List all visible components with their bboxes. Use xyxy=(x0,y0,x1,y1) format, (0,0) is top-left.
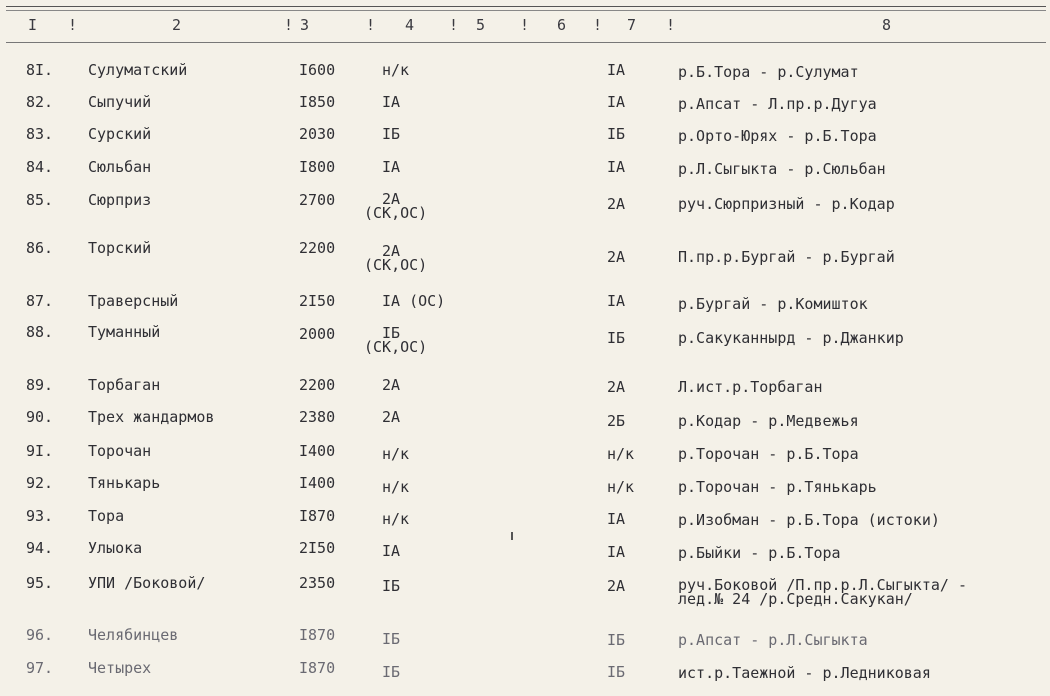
route-description: р.Орто-Юрях - р.Б.Тора xyxy=(678,127,877,145)
pass-height: 2380 xyxy=(299,408,336,426)
header-rule-top-inner xyxy=(6,10,1046,11)
category-col-7: IБ xyxy=(607,631,626,649)
pass-name: Улыока xyxy=(88,539,143,557)
category-col-4: н/к xyxy=(382,61,410,79)
category-col-7: IБ xyxy=(607,125,626,143)
category-col-7: IA xyxy=(607,93,626,111)
row-number: 87. xyxy=(26,292,54,310)
route-description: р.Изобман - р.Б.Тора (истоки) xyxy=(678,511,940,529)
header-col-5: 5 xyxy=(476,16,486,34)
category-col-4: IБ xyxy=(382,663,401,681)
header-separator: ! xyxy=(666,16,676,34)
pass-height: I850 xyxy=(299,93,336,111)
header-col-3: 3 xyxy=(300,16,310,34)
pass-name: Четырех xyxy=(88,659,152,677)
row-number: 82. xyxy=(26,93,54,111)
category-note: (CK,OC) xyxy=(364,338,428,356)
category-col-7: 2A xyxy=(607,378,626,396)
category-value: 2A xyxy=(382,190,401,208)
row-number: 89. xyxy=(26,376,54,394)
row-number: 83. xyxy=(26,125,54,143)
route-description: р.Л.Сыгыкта - р.Сюльбан xyxy=(678,160,886,178)
category-col-7: 2A xyxy=(607,577,626,595)
row-number: 94. xyxy=(26,539,54,557)
row-number: 9I. xyxy=(26,442,54,460)
route-description: Л.ист.р.Торбаган xyxy=(678,378,823,396)
header-rule-top xyxy=(6,6,1046,7)
pass-name: Торский xyxy=(88,239,152,257)
category-col-4: IБ xyxy=(382,630,401,648)
header-col-6: 6 xyxy=(557,16,567,34)
pass-height: 2000 xyxy=(299,325,336,343)
pass-height: 2I50 xyxy=(299,292,336,310)
category-col-7: 2Б xyxy=(607,412,626,430)
header-col-4: 4 xyxy=(405,16,415,34)
header-separator: ! xyxy=(520,16,530,34)
category-col-4: 2A xyxy=(382,408,401,426)
row-number: 95. xyxy=(26,574,54,592)
header-rule-bottom xyxy=(6,42,1046,43)
row-number: 96. xyxy=(26,626,54,644)
category-col-4 xyxy=(364,242,428,274)
category-col-7: н/к xyxy=(607,478,635,496)
category-col-4: IA xyxy=(382,158,401,176)
row-number: 90. xyxy=(26,408,54,426)
category-col-4: IБ xyxy=(382,125,401,143)
pass-height: 2030 xyxy=(299,125,336,143)
category-value: 2A xyxy=(382,242,401,260)
route-description: р.Бургай - р.Комишток xyxy=(678,295,868,313)
category-col-4: IA xyxy=(382,93,401,111)
route-description xyxy=(678,578,967,606)
row-number: 92. xyxy=(26,474,54,492)
row-number: 8I. xyxy=(26,61,54,79)
header-separator: ! xyxy=(366,16,376,34)
pass-height: 2I50 xyxy=(299,539,336,557)
category-col-4: IA xyxy=(382,542,401,560)
pass-height: I400 xyxy=(299,474,336,492)
row-number: 97. xyxy=(26,659,54,677)
ink-mark xyxy=(511,532,513,540)
category-col-4: н/к xyxy=(382,510,410,528)
category-note: (CK,OC) xyxy=(364,204,428,222)
pass-height: 2700 xyxy=(299,191,336,209)
category-col-4: IБ xyxy=(382,577,401,595)
pass-name: Сурский xyxy=(88,125,152,143)
pass-name: Сулуматский xyxy=(88,61,188,79)
header-col-2: 2 xyxy=(172,16,182,34)
route-description: р.Апсат - Л.пр.р.Дугуа xyxy=(678,95,877,113)
pass-name: Траверсный xyxy=(88,292,179,310)
category-col-7: IA xyxy=(607,61,626,79)
category-col-7: IБ xyxy=(607,329,626,347)
row-number: 88. xyxy=(26,323,54,341)
pass-height: I600 xyxy=(299,61,336,79)
route-description: р.Апсат - р.Л.Сыгыкта xyxy=(678,631,868,649)
row-number: 93. xyxy=(26,507,54,525)
header-separator: ! xyxy=(68,16,78,34)
category-col-4: IA (OC) xyxy=(382,292,446,310)
route-description: ист.р.Таежной - р.Ледниковая xyxy=(678,664,931,682)
pass-height: 2200 xyxy=(299,239,336,257)
pass-height: I870 xyxy=(299,659,336,677)
category-note: (CK,OC) xyxy=(364,256,428,274)
category-col-7: IA xyxy=(607,158,626,176)
route-description: р.Б.Тора - р.Сулумат xyxy=(678,63,859,81)
header-separator: ! xyxy=(449,16,459,34)
route-description: р.Кодар - р.Медвежья xyxy=(678,412,859,430)
row-number: 84. xyxy=(26,158,54,176)
category-col-7: 2A xyxy=(607,195,626,213)
route-description: руч.Сюрпризный - р.Кодар xyxy=(678,195,895,213)
pass-height: 2200 xyxy=(299,376,336,394)
pass-height: I400 xyxy=(299,442,336,460)
route-description: р.Быйки - р.Б.Тора xyxy=(678,544,841,562)
category-col-7: н/к xyxy=(607,445,635,463)
category-col-4: 2A xyxy=(382,376,401,394)
route-description: П.пр.р.Бургай - р.Бургай xyxy=(678,248,895,266)
category-col-7: IA xyxy=(607,510,626,528)
pass-name: Туманный xyxy=(88,323,161,341)
header-col-1: I xyxy=(28,16,38,34)
pass-name: Трех жандармов xyxy=(88,408,215,426)
pass-name: Челябинцев xyxy=(88,626,179,644)
pass-name: УПИ /Боковой/ xyxy=(88,574,206,592)
route-description: р.Сакуканнырд - р.Джанкир xyxy=(678,329,904,347)
pass-name: Торочан xyxy=(88,442,152,460)
pass-name: Тянькарь xyxy=(88,474,161,492)
pass-height: I800 xyxy=(299,158,336,176)
route-description: р.Торочан - р.Тянькарь xyxy=(678,478,877,496)
pass-name: Сыпучий xyxy=(88,93,152,111)
category-col-7: IБ xyxy=(607,663,626,681)
category-col-7: IA xyxy=(607,292,626,310)
category-value: IБ xyxy=(382,324,401,342)
category-col-7: 2A xyxy=(607,248,626,266)
header-separator: ! xyxy=(593,16,603,34)
pass-name: Торбаган xyxy=(88,376,161,394)
route-description: р.Торочан - р.Б.Тора xyxy=(678,445,859,463)
pass-height: I870 xyxy=(299,507,336,525)
category-col-7: IA xyxy=(607,543,626,561)
pass-name: Сюльбан xyxy=(88,158,152,176)
pass-height: I870 xyxy=(299,626,336,644)
route-line-2: лед.№ 24 /р.Средн.Сакукан/ xyxy=(678,590,913,608)
header-col-7: 7 xyxy=(627,16,637,34)
pass-name: Тора xyxy=(88,507,125,525)
category-col-4 xyxy=(364,324,428,356)
category-col-4 xyxy=(364,190,428,222)
route-line-1: руч.Боковой /П.пр.р.Л.Сыгыкта/ - xyxy=(678,576,967,594)
header-col-8: 8 xyxy=(882,16,892,34)
pass-name: Сюрприз xyxy=(88,191,152,209)
row-number: 85. xyxy=(26,191,54,209)
category-col-4: н/к xyxy=(382,445,410,463)
category-col-4: н/к xyxy=(382,478,410,496)
pass-height: 2350 xyxy=(299,574,336,592)
row-number: 86. xyxy=(26,239,54,257)
header-separator: ! xyxy=(284,16,294,34)
